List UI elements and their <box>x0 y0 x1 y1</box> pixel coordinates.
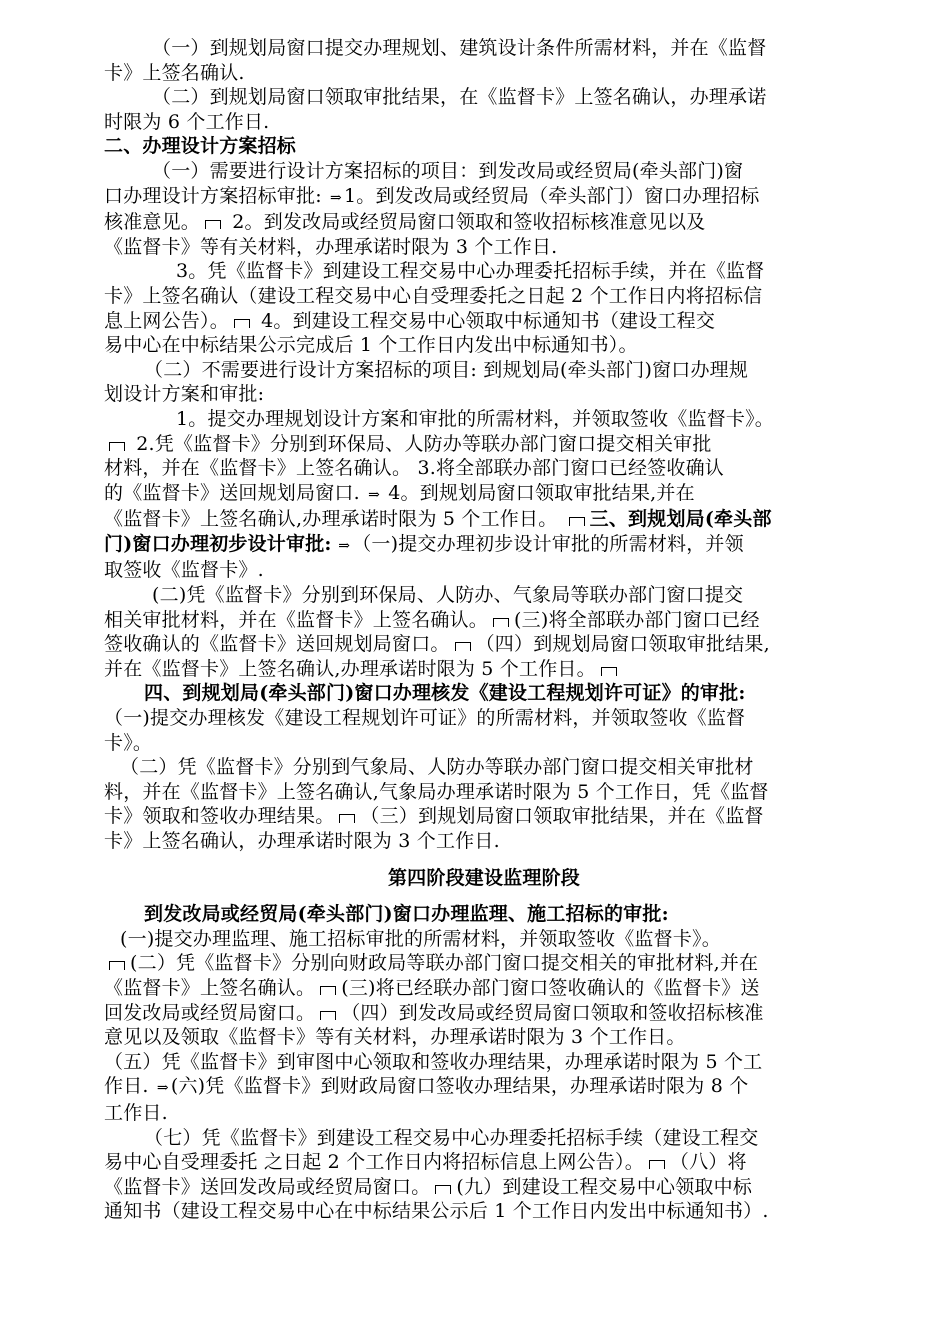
text-run: 时限为 6 个工作日. <box>104 110 270 133</box>
arrow-mark-icon: ⇒ <box>330 189 342 206</box>
text-line <box>104 951 864 976</box>
text-run: 并在《监督卡》上签名确认,办理承诺时限为 5 个工作日。 <box>104 657 596 680</box>
text-run: (六)凭《监督卡》到财政局窗口签收办理结果，办理承诺时限为 8 个 <box>170 1075 749 1098</box>
section-heading <box>104 866 864 891</box>
text-line <box>104 976 864 1001</box>
spacer <box>104 890 864 902</box>
text-line <box>104 927 864 952</box>
text-run: （五）凭《监督卡》到审图中心领取和签收办理结果，办理承诺时限为 5 个工 <box>104 1050 763 1073</box>
paragraph-mark-icon <box>434 1182 452 1194</box>
text-line <box>104 657 864 682</box>
text-run: （二）凭《监督卡》分别到气象局、人防办等联办部门窗口提交相关审批材 <box>120 756 754 779</box>
text-run: （一）到规划局窗口提交办理规划、建筑设计条件所需材料，并在《监督 <box>152 37 767 59</box>
text-line <box>104 1001 864 1026</box>
text-run: （四）到发改局或经贸局窗口领取和签收招标核准 <box>341 1001 764 1024</box>
text-run: 1。到发改局或经贸局（牵头部门）窗口办理招标 <box>343 184 760 207</box>
text-line <box>104 1126 864 1151</box>
text-run: (二)凭《监督卡》分别到环保局、人防办、气象局等联办部门窗口提交 <box>152 584 744 607</box>
text-run: （一)提交办理初步设计审批的所需材料，并领 <box>352 532 744 555</box>
text-line <box>104 309 864 334</box>
text-run: 意见以及领取《监督卡》等有关材料，办理承诺时限为 3 个工作日。 <box>104 1026 686 1049</box>
text-line <box>104 235 864 260</box>
bold-text: 到发改局或经贸局(牵头部门)窗口办理监理、施工招标的审批: <box>144 903 669 926</box>
text-line <box>104 706 864 731</box>
text-line <box>104 829 864 854</box>
text-run: 材料，并在《监督卡》上签名确认。 3.将全部联办部门窗口已经签收确认 <box>104 457 724 480</box>
text-line <box>104 804 864 829</box>
text-run: (二）凭《监督卡》分别向财政局等联办部门窗口提交相关的审批材料,并在 <box>130 952 759 975</box>
text-run: 卡》领取和签收办理结果。 <box>104 805 335 828</box>
text-run: 2。到发改局或经贸局窗口领取和签收招标核准意见以及 <box>226 211 706 234</box>
text-run: （一)提交办理核发《建设工程规划许可证》的所需材料，并领取签收《监督 <box>104 707 746 730</box>
text-line <box>104 184 864 211</box>
text-run: 4。到规划局窗口领取审批结果,并在 <box>382 481 695 504</box>
text-line <box>104 1150 864 1175</box>
text-line <box>104 632 864 657</box>
text-run: 回发改局或经贸局窗口。 <box>104 1001 316 1024</box>
paragraph-mark-icon <box>233 316 251 328</box>
text-run: 《监督卡》上签名确认。 <box>104 976 316 999</box>
text-run: 作日. <box>104 1075 155 1098</box>
text-line <box>104 1074 864 1101</box>
text-run: 2.凭《监督卡》分别到环保局、人防办等联办部门窗口提交相关审批 <box>130 432 712 455</box>
paragraph-mark-icon <box>108 958 126 970</box>
text-line <box>104 608 864 633</box>
text-run: 易中心自受理委托 之日起 2 个工作日内将招标信息上网公告）。 <box>104 1151 644 1174</box>
paragraph-mark-icon <box>319 1008 337 1020</box>
text-line <box>104 333 864 358</box>
text-line <box>104 902 864 927</box>
text-run: 二、办理设计方案招标 <box>104 135 297 158</box>
arrow-mark-icon: ⇒ <box>333 537 351 554</box>
paragraph-mark-icon <box>454 639 472 651</box>
text-run: 工作日. <box>104 1101 168 1124</box>
paragraph-mark-icon <box>648 1157 666 1169</box>
text-run: (一)提交办理监理、施工招标审批的所需材料，并领取签收《监督卡》。 <box>120 927 721 950</box>
text-line <box>104 456 864 481</box>
text-run: 第四阶段建设监理阶段 <box>387 866 580 889</box>
text-run: 通知书（建设工程交易中心在中标结果公示后 1 个工作日内发出中标通知书）. <box>104 1200 769 1223</box>
text-run: 卡》上签名确认（建设工程交易中心自受理委托之日起 2 个工作日内将招标信 <box>104 284 763 307</box>
text-line <box>104 259 864 284</box>
text-run: 取签收《监督卡》. <box>104 559 264 582</box>
arrow-mark-icon: ⇒ <box>368 486 381 503</box>
text-line <box>104 481 864 508</box>
text-run: （一）需要进行设计方案招标的项目：到发改局或经贸局(牵头部门)窗 <box>152 159 744 182</box>
text-line <box>104 1175 864 1200</box>
paragraph-mark-icon <box>204 217 222 229</box>
text-line <box>104 755 864 780</box>
text-line <box>104 210 864 235</box>
paragraph-mark-icon <box>492 615 510 627</box>
text-line <box>104 134 864 159</box>
paragraph-mark-icon <box>600 664 618 676</box>
text-line <box>104 681 864 706</box>
text-run: (三)将已经联办部门窗口签收确认的《监督卡》送 <box>341 976 760 999</box>
text-run: 签收确认的《监督卡》送回规划局窗口。 <box>104 633 450 656</box>
bold-text: 三、到规划局(牵头部 <box>589 508 772 531</box>
text-run: 易中心在中标结果公示完成后 1 个工作日内发出中标通知书）。 <box>104 334 638 357</box>
text-line <box>104 284 864 309</box>
bold-text: 门)窗口办理初步设计审批: <box>104 532 332 555</box>
text-line <box>104 731 864 756</box>
text-line <box>104 407 864 432</box>
text-line <box>104 358 864 383</box>
document-page <box>104 36 864 1224</box>
text-run: 1。提交办理规划设计方案和审批的所需材料，并领取签收《监督卡》。 <box>176 407 774 430</box>
text-run: （七）凭《监督卡》到建设工程交易中心办理委托招标手续（建设工程交 <box>144 1126 759 1149</box>
paragraph-mark-icon <box>319 983 337 995</box>
text-line <box>104 1025 864 1050</box>
text-run: 口办理设计方案招标审批: <box>104 184 329 207</box>
text-line <box>104 532 864 559</box>
text-run: （三）到规划局窗口领取审批结果，并在《监督 <box>360 805 764 828</box>
text-line <box>104 583 864 608</box>
text-run: （八）将 <box>669 1151 747 1174</box>
text-run: 核准意见。 <box>104 211 201 234</box>
text-run: 息上网公告）。 <box>104 309 229 332</box>
text-run: （四）到规划局窗口领取审批结果, <box>475 633 770 656</box>
text-line <box>104 1101 864 1126</box>
paragraph-mark-icon <box>108 439 126 451</box>
text-run: 相关审批材料，并在《监督卡》上签名确认。 <box>104 608 489 631</box>
text-line <box>104 382 864 407</box>
text-line <box>104 159 864 184</box>
text-run: (九）到建设工程交易中心领取中标 <box>456 1175 753 1198</box>
text-run: （二）到规划局窗口领取审批结果，在《监督卡》上签名确认，办理承诺 <box>152 86 767 109</box>
text-line <box>104 780 864 805</box>
paragraph-mark-icon <box>568 514 586 526</box>
text-run: 《监督卡》送回发改局或经贸局窗口。 <box>104 1175 431 1198</box>
text-run: 的《监督卡》送回规划局窗口. <box>104 481 367 504</box>
text-run: 划设计方案和审批: <box>104 383 265 406</box>
text-line <box>104 432 864 457</box>
text-run: 料，并在《监督卡》上签名确认,气象局办理承诺时限为 5 个工作日，凭《监督 <box>104 780 769 803</box>
text-line <box>104 61 864 86</box>
arrow-mark-icon: ⇒ <box>156 1080 169 1097</box>
text-line <box>104 1050 864 1075</box>
text-line <box>104 507 864 532</box>
text-run: 《监督卡》等有关材料，办理承诺时限为 3 个工作日. <box>104 235 558 258</box>
text-run: (三)将全部联办部门窗口已经 <box>514 608 760 631</box>
text-run: 卡》。 <box>104 731 153 754</box>
text-line <box>104 1199 864 1224</box>
spacer <box>104 854 864 866</box>
paragraph-mark-icon <box>338 811 356 823</box>
text-line <box>104 110 864 135</box>
bold-text: 四、到规划局(牵头部门)窗口办理核发《建设工程规划许可证》的审批: <box>144 682 746 705</box>
text-run: 《监督卡》上签名确认,办理承诺时限为 5 个工作日。 <box>104 508 564 531</box>
text-line <box>104 558 864 583</box>
text-line <box>104 85 864 110</box>
text-run: 卡》上签名确认，办理承诺时限为 3 个工作日. <box>104 830 500 852</box>
text-run: 卡》上签名确认. <box>104 61 245 84</box>
text-run: 4。到建设工程交易中心领取中标通知书（建设工程交 <box>254 309 716 332</box>
text-run: （二）不需要进行设计方案招标的项目: 到规划局(牵头部门)窗口办理规 <box>144 358 749 381</box>
text-run: 3。凭《监督卡》到建设工程交易中心办理委托招标手续，并在《监督 <box>176 260 765 283</box>
text-line <box>104 36 864 61</box>
